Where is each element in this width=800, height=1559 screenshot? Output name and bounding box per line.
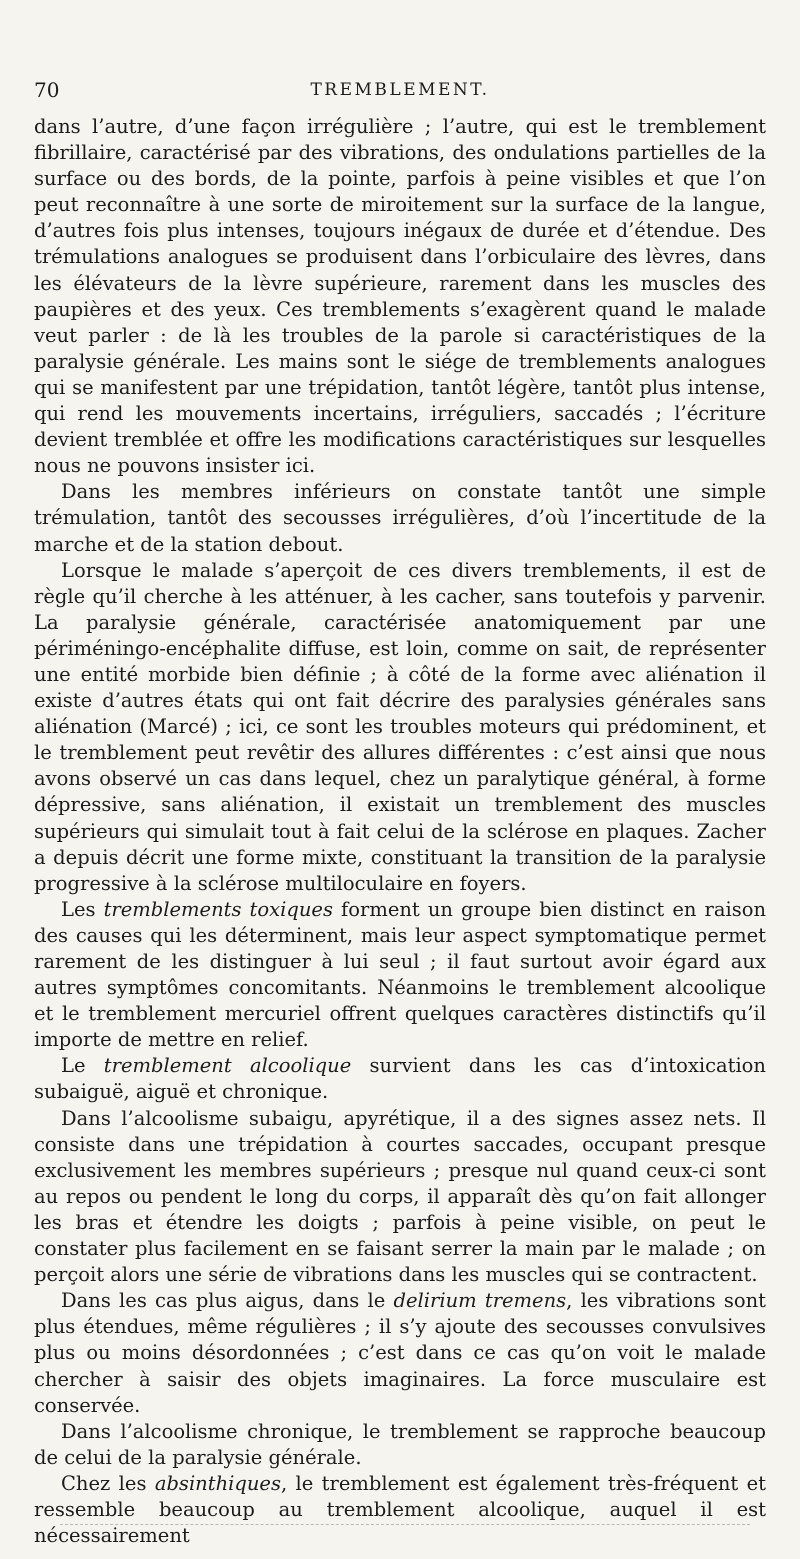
italic-term: tremblement alcoolique <box>103 1054 352 1078</box>
text-run: , le tremblement est également très-fréquent et ressemble beaucoup au tremblement alcoolique, auquel il est nécessairement <box>34 1471 766 1548</box>
italic-term: absinthiques <box>154 1471 281 1495</box>
paragraph <box>34 1053 766 1105</box>
text-run: Dans l’alcoolisme chronique, le tremblement se rapproche beaucoup de celui de la paralysie générale. <box>34 1419 766 1469</box>
paragraph <box>34 1106 766 1289</box>
paragraph <box>34 114 766 479</box>
text-run: survient dans les cas d’intoxication subaiguë, aiguë et chronique. <box>34 1054 766 1104</box>
italic-term: tremblements toxiques <box>103 897 333 921</box>
paragraph <box>34 558 766 897</box>
text-run: Dans les membres inférieurs on constate tantôt une simple trémulation, tantôt des secousses irrégulières, d’où l’incertitude de la marche et de la station debout. <box>34 480 766 556</box>
text-run: Lorsque le malade s’aperçoit de ces divers tremblements, il est de règle qu’il cherche à les atténuer, à les cacher, sans toutefois y parvenir. La paralysie générale, caractérisée anatomiquement par une périméningo-encéphalite diffuse, est loin, comme on sait, de représenter une entité morbide bien définie ; à côté de la forme avec aliénation il existe d’autres états qui ont fait décrire des paralysies générales sans aliénation (Marcé) ; ici, ce sont les troubles moteurs qui prédominent, et le tremblement peut revêtir des allures différentes : c’est ainsi que nous avons observé un cas dans lequel, chez un paralytique général, à forme dépressive, sans aliénation, il existait un tremblement des muscles supérieurs qui simulait tout à fait celui de la sclérose en plaques. Zacher a depuis décrit une forme mixte, constituant la transition de la paralysie progressive à la sclérose multiloculaire en foyers. <box>34 558 766 895</box>
page-bottom-rule <box>60 1524 750 1525</box>
text-run: , les vibrations sont plus étendues, même régulières ; il s’y ajoute des secousses convulsives plus ou moins désordonnées ; c’est dans ce cas qu’on voit le malade chercher à saisir des objets imaginaires. La force musculaire est conservée. <box>34 1289 766 1417</box>
text-run: Chez les <box>61 1471 155 1495</box>
paragraph <box>34 1419 766 1471</box>
paragraph <box>34 1288 766 1418</box>
book-page <box>34 74 766 1549</box>
page-number: 70 <box>34 78 60 102</box>
text-run: Le <box>61 1054 104 1078</box>
text-run: forment un groupe bien distinct en raison des causes qui les déterminent, mais leur aspect symptomatique permet rarement de les distinguer à lui seul ; il faut surtout avoir égard aux autres symptômes concomitants. Néanmoins le tremblement alcoolique et le tremblement mercuriel offrent quelques caractères distinctifs qu’il importe de mettre en relief. <box>34 897 767 1052</box>
body-text <box>34 114 766 1549</box>
text-run: Dans l’alcoolisme subaigu, apyrétique, il a des signes assez nets. Il consiste dans une trépidation à courtes saccades, occupant presque exclusivement les membres supérieurs ; presque nul quand ceux-ci sont au repos ou pendent le long du corps, il apparaît dès qu’on fait allonger les bras et étendre les doigts ; parfois à peine visible, on peut le constater plus facilement en se faisant serrer la main par le malade ; on perçoit alors une série de vibrations dans les muscles qui se contractent. <box>34 1106 766 1287</box>
text-run: Dans les cas plus aigus, dans le <box>61 1289 394 1313</box>
paragraph <box>34 479 766 557</box>
text-run: dans l’autre, d’une façon irrégulière ; l’autre, qui est le tremblement fibrillaire, caractérisé par des vibrations, des ondulations partielles de la surface ou des bords, de la pointe, parfois à peine visibles et que l’on peut reconnaître à une sorte de miroitement sur la surface de la langue, d’autres fois plus intenses, toujours inégaux de durée et d’étendue. Des trémulations analogues se produisent dans l’orbiculaire des lèvres, dans les élévateurs de la lèvre supérieure, rarement dans les muscles des paupières et des yeux. Ces tremblements s’exagèrent quand le malade veut parler : de là les troubles de la parole si caractéristiques de la paralysie générale. Les mains sont le siége de tremblements analogues qui se manifestent par une trépidation, tantôt légère, tantôt plus intense, qui rend les mouvements incertains, irréguliers, saccadés ; l’écriture devient tremblée et offre les modifications caractéristiques sur lesquelles nous ne pouvons insister ici. <box>34 115 766 478</box>
running-title: TREMBLEMENT. <box>310 80 490 100</box>
text-run: Les <box>61 897 104 921</box>
running-head <box>34 74 766 114</box>
paragraph <box>34 1471 766 1549</box>
italic-term: delirium tremens <box>393 1289 567 1313</box>
paragraph <box>34 897 766 1054</box>
